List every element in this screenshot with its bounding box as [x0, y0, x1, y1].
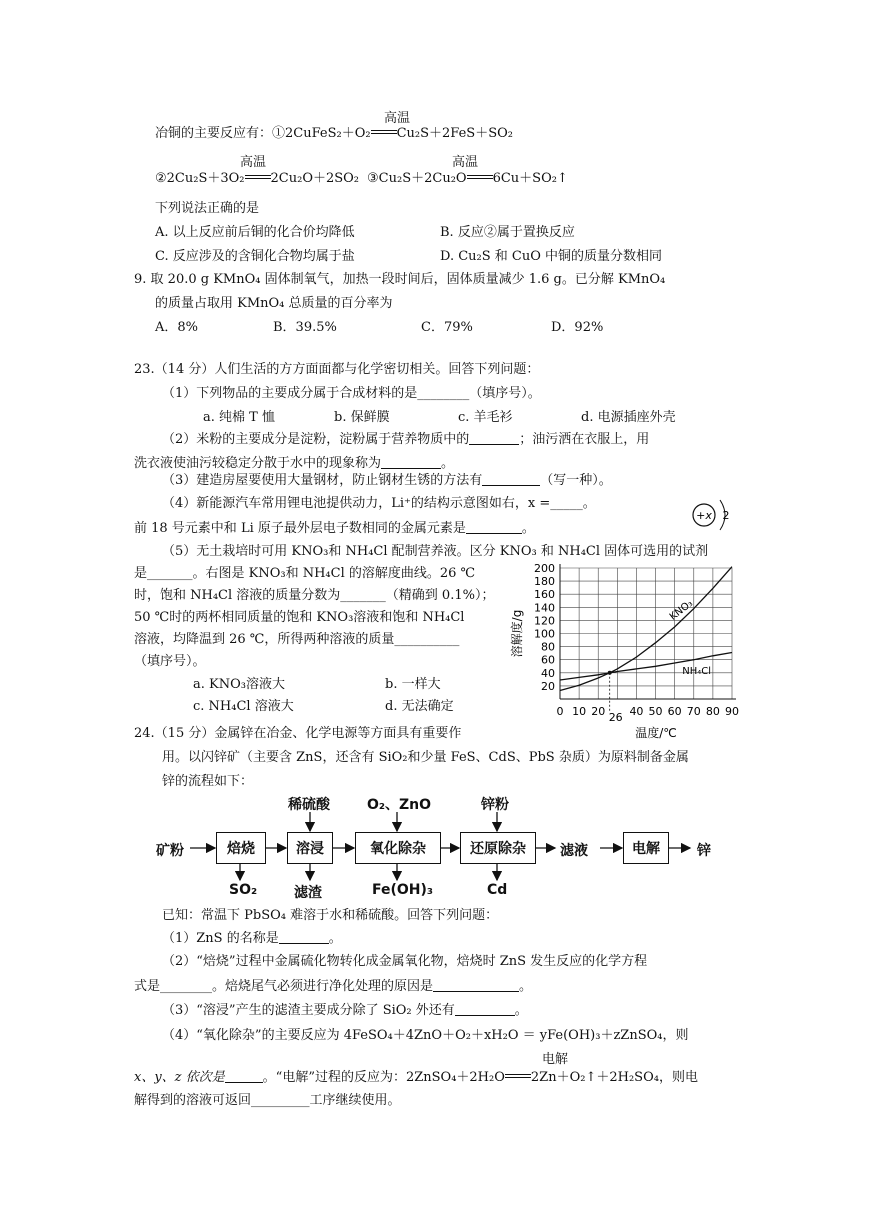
condition-label: 高温 — [384, 111, 411, 126]
question-9-line2: 的质量占取用 KMnO₄ 总质量的百分率为 — [155, 296, 393, 311]
text: 。“电解”过程的反应为：2ZnSO₄＋2H₂O — [262, 1070, 505, 1085]
question-stem: 下列说法正确的是 — [155, 201, 260, 216]
text: x、y、z 依次是 — [134, 1070, 225, 1085]
y-tick-label: 40 — [541, 666, 555, 680]
text: 洗衣液使油污较稳定分散于水中的现象称为 — [134, 456, 382, 471]
option-d: D．92% — [551, 320, 604, 335]
text: 2Zn＋O₂↑＋2H₂SO₄，则电 — [530, 1070, 698, 1085]
flow-input-zinc-powder: 锌粉 — [481, 797, 509, 813]
y-tick-label: 100 — [534, 627, 555, 641]
reaction-text: Cu₂S＋2FeS＋SO₂ — [396, 126, 513, 141]
flow-start: 矿粉 — [156, 843, 184, 859]
text: 。 — [328, 931, 342, 946]
option-c: C．79% — [421, 320, 473, 335]
flow-step-reduce: 还原除杂 — [460, 832, 536, 864]
text: （写一种）。 — [540, 473, 612, 488]
option-a: a. KNO₃溶液大 — [193, 677, 285, 692]
x-tick-label: 70 — [686, 705, 701, 718]
flow-output-cd: Cd — [487, 882, 508, 898]
text: 。 — [521, 521, 535, 536]
text: （1）ZnS 的名称是 — [162, 931, 279, 946]
question-24-part1 — [162, 931, 342, 945]
question-23-part5-l3: 时，饱和 NH₄Cl 溶液的质量分数为_______（精确到 0.1%）； — [134, 588, 495, 603]
flow-step-oxidize: 氧化除杂 — [355, 832, 441, 864]
question-23-part1: （1）下列物品的主要成分属于合成材料的是________（填序号）。 — [162, 386, 541, 401]
flow-output-residue: 滤渣 — [294, 885, 322, 901]
question-24-part4: （4）“氧化除杂”的主要反应为 4FeSO₄＋4ZnO＋O₂＋xH₂O ＝ yFe(OH)₃＋zZnSO₄，则 — [162, 1028, 689, 1043]
option-d: d. 无法确定 — [385, 699, 454, 714]
flow-step-leach: 溶浸 — [287, 832, 333, 864]
reaction-text: ③Cu₂S＋2Cu₂O — [367, 171, 467, 186]
text: （3）“溶浸”产生的滤渣主要成分除了 SiO₂ 外还有 — [162, 1003, 455, 1018]
option-c: C. 反应涉及的含铜化合物均属于盐 — [155, 249, 355, 264]
question-24-part2-cont — [134, 979, 532, 993]
shell-electron-count: 2 — [722, 509, 730, 522]
series-label-kno3: KNO₃ — [667, 598, 696, 623]
text: （2）米粉的主要成分是淀粉，淀粉属于营养物质中的 — [162, 432, 470, 447]
y-tick-label: 120 — [534, 614, 555, 628]
text: ；油污洒在衣服上，用 — [519, 432, 650, 447]
question-23-part5-l6: （填序号）。 — [134, 654, 206, 669]
x-tick-label: 90 — [725, 705, 739, 718]
option-b: b. 保鲜膜 — [334, 410, 390, 425]
y-tick-label: 20 — [541, 679, 555, 693]
option-b: B．39.5% — [273, 320, 337, 335]
option-c: c. NH₄Cl 溶液大 — [193, 699, 294, 714]
question-24-part2: （2）“焙烧”过程中金属硫化物转化成金属氧化物，焙烧时 ZnS 发生反应的化学方程 — [162, 954, 648, 969]
question-24-part3 — [162, 1003, 528, 1017]
option-d: D. Cu₂S 和 CuO 中铜的质量分数相同 — [440, 249, 663, 264]
question-24-part4-cont — [134, 1070, 698, 1084]
y-tick-label: 180 — [534, 575, 555, 589]
known-info: 已知：常温下 PbSO₄ 难溶于水和稀硫酸。回答下列问题： — [162, 908, 499, 923]
y-tick-label: 140 — [534, 601, 555, 615]
question-24-l3: 锌的流程如下： — [162, 774, 254, 789]
answer-blank[interactable] — [279, 931, 329, 944]
flow-output-iron-hydroxide: Fe(OH)₃ — [372, 882, 434, 898]
condition-label: 高温 — [240, 155, 267, 170]
question-23-part5-l2: 是_______。右图是 KNO₃和 NH₄Cl 的溶解度曲线。26 ℃ — [134, 566, 476, 581]
question-23-part5-l5: 溶液，均降温到 26 ℃，所得两种溶液的质量__________ — [134, 632, 460, 647]
question-24-l1: 24.（15 分）金属锌在冶金、化学电源等方面具有重要作 — [134, 726, 462, 741]
flow-end: 锌 — [697, 843, 711, 859]
x-tick-label: 50 — [648, 705, 663, 718]
answer-blank[interactable] — [225, 1070, 263, 1083]
text: 前 18 号元素中和 Li 原子最外层电子数相同的金属元素是 — [134, 521, 466, 536]
x-tick-label: 40 — [629, 705, 644, 718]
question-23-part5-l4: 50 ℃时的两杯相同质量的饱和 KNO₃溶液和饱和 NH₄Cl — [134, 610, 465, 625]
y-tick-label: 60 — [541, 653, 555, 667]
text: 。 — [441, 456, 455, 471]
question-23-part4: （4）新能源汽车常用锂电池提供动力，Li⁺的结构示意图如右，x =_____。 — [162, 496, 596, 511]
question-9-line1: 9. 取 20.0 g KMnO₄ 固体制氧气，加热一段时间后，固体质量减少 1.6 g。已分解 KMnO₄ — [134, 272, 666, 287]
condition-label: 高温 — [452, 155, 479, 170]
series-label-nh4cl: NH₄Cl — [682, 666, 712, 678]
y-tick-label: 200 — [534, 562, 555, 575]
flow-step-electrolysis: 电解 — [623, 832, 669, 864]
question-23-title: 23.（14 分）人们生活的方方面面都与化学密切相关。回答下列问题： — [134, 362, 540, 377]
y-tick-label: 80 — [541, 640, 555, 654]
text: 。 — [519, 979, 533, 994]
question-24-part4-end: 解得到的溶液可返回_________工序继续使用。 — [134, 1093, 401, 1108]
option-a: a. 纯棉 T 恤 — [203, 410, 275, 425]
x-axis-title: 温度/℃ — [635, 726, 677, 740]
flow-input-oxidant: O₂、ZnO — [367, 797, 432, 813]
option-a: A．8% — [155, 320, 199, 335]
flow-filtrate: 滤液 — [560, 843, 588, 859]
x-tick-label: 80 — [705, 705, 720, 718]
question-23-part5: （5）无土栽培时可用 KNO₃和 NH₄Cl 配制营养液。区分 KNO₃ 和 NH₄Cl 固体可选用的试剂 — [162, 544, 709, 559]
option-a: A. 以上反应前后铜的化合价均降低 — [155, 225, 355, 240]
flow-output-so2: SO₂ — [229, 882, 258, 898]
flow-input-acid: 稀硫酸 — [288, 797, 330, 813]
question-24-l2: 用。以闪锌矿（主要含 ZnS，还含有 SiO₂和少量 FeS、CdS、PbS 杂质）为原料制备金属 — [162, 750, 689, 765]
text: （3）建造房屋要使用大量钢材，防止钢材生锈的方法有 — [162, 473, 483, 488]
y-axis-title: 溶解度/g — [510, 609, 524, 658]
x-tick-label: 20 — [591, 705, 606, 718]
flow-step-roast: 焙烧 — [216, 832, 266, 864]
x-tick-label: 10 — [572, 705, 587, 718]
option-b: B. 反应②属于置换反应 — [440, 225, 575, 240]
reaction-text: ②2Cu₂S＋3O₂ — [155, 171, 245, 186]
y-tick-label: 160 — [534, 588, 555, 602]
answer-blank[interactable] — [455, 1003, 515, 1016]
text: 。 — [514, 1003, 528, 1018]
reaction-text: 2Cu₂O＋2SO₂ — [270, 171, 360, 186]
option-c: c. 羊毛衫 — [458, 410, 513, 425]
reaction-text: 6Cu＋SO₂↑ — [492, 171, 568, 186]
answer-blank[interactable] — [433, 979, 519, 992]
x-tick-label: 0 — [556, 705, 564, 718]
option-d: d. 电源插座外壳 — [581, 410, 676, 425]
x-tick-label: 26 — [608, 711, 623, 724]
equals-sign — [505, 1071, 531, 1081]
condition-label: 电解 — [542, 1052, 569, 1067]
option-b: b. 一样大 — [385, 677, 441, 692]
nucleus-charge: +x — [696, 509, 712, 522]
reaction-text: 冶铜的主要反应有：①2CuFeS₂＋O₂ — [155, 126, 371, 141]
text: 式是________。焙烧尾气必须进行净化处理的原因是 — [134, 979, 434, 994]
x-tick-label: 60 — [667, 705, 682, 718]
